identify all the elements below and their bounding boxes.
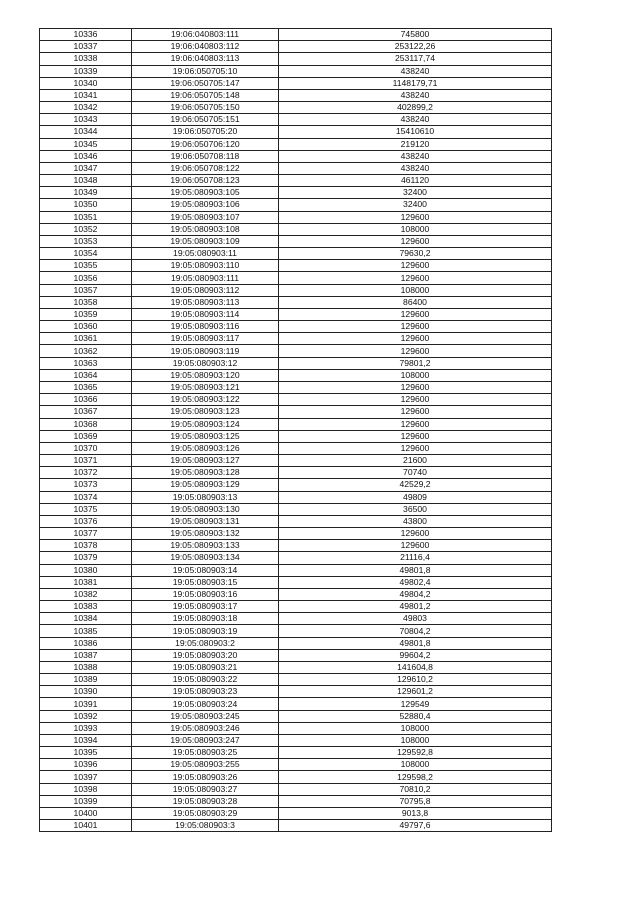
table-row: [40, 686, 552, 698]
value-cell: 70804,2: [279, 625, 552, 637]
row-number-cell: 10401: [40, 820, 132, 832]
value-cell: 49803: [279, 613, 552, 625]
row-number-cell: 10398: [40, 783, 132, 795]
row-number-cell: 10363: [40, 357, 132, 369]
value-cell: 129600: [279, 260, 552, 272]
table-row: [40, 284, 552, 296]
cadastral-number-cell: 19:05:080903:124: [132, 418, 279, 430]
row-number-cell: 10378: [40, 540, 132, 552]
table-row: [40, 491, 552, 503]
value-cell: 438240: [279, 65, 552, 77]
cadastral-number-cell: 19:06:050705:148: [132, 89, 279, 101]
cadastral-number-cell: 19:05:080903:12: [132, 357, 279, 369]
row-number-cell: 10358: [40, 296, 132, 308]
cadastral-number-cell: 19:05:080903:132: [132, 528, 279, 540]
table-row: [40, 394, 552, 406]
table-row: [40, 126, 552, 138]
row-number-cell: 10346: [40, 150, 132, 162]
cadastral-number-cell: 19:05:080903:14: [132, 564, 279, 576]
row-number-cell: 10392: [40, 710, 132, 722]
cadastral-number-cell: 19:05:080903:120: [132, 369, 279, 381]
cadastral-number-cell: 19:05:080903:23: [132, 686, 279, 698]
table-row: [40, 808, 552, 820]
row-number-cell: 10400: [40, 808, 132, 820]
table-row: [40, 138, 552, 150]
cadastral-number-cell: 19:05:080903:131: [132, 515, 279, 527]
cadastral-number-cell: 19:06:040803:112: [132, 41, 279, 53]
row-number-cell: 10395: [40, 747, 132, 759]
cadastral-number-cell: 19:05:080903:127: [132, 455, 279, 467]
value-cell: 402899,2: [279, 102, 552, 114]
value-cell: 49809: [279, 491, 552, 503]
value-cell: 129601,2: [279, 686, 552, 698]
table-row: [40, 260, 552, 272]
value-cell: 1148179,71: [279, 77, 552, 89]
cadastral-number-cell: 19:05:080903:117: [132, 333, 279, 345]
cadastral-number-cell: 19:06:040803:113: [132, 53, 279, 65]
table-row: [40, 564, 552, 576]
table-row: [40, 333, 552, 345]
row-number-cell: 10349: [40, 187, 132, 199]
row-number-cell: 10350: [40, 199, 132, 211]
table-row: [40, 272, 552, 284]
cadastral-number-cell: 19:05:080903:246: [132, 722, 279, 734]
table-row: [40, 576, 552, 588]
value-cell: 79630,2: [279, 248, 552, 260]
row-number-cell: 10369: [40, 430, 132, 442]
cadastral-number-cell: 19:05:080903:17: [132, 601, 279, 613]
row-number-cell: 10394: [40, 734, 132, 746]
cadastral-number-cell: 19:05:080903:114: [132, 308, 279, 320]
cadastral-number-cell: 19:05:080903:20: [132, 649, 279, 661]
row-number-cell: 10345: [40, 138, 132, 150]
value-cell: 108000: [279, 759, 552, 771]
row-number-cell: 10385: [40, 625, 132, 637]
cadastral-value-table: [39, 28, 552, 832]
row-number-cell: 10366: [40, 394, 132, 406]
row-number-cell: 10390: [40, 686, 132, 698]
cadastral-number-cell: 19:05:080903:245: [132, 710, 279, 722]
row-number-cell: 10347: [40, 162, 132, 174]
row-number-cell: 10357: [40, 284, 132, 296]
cadastral-number-cell: 19:06:040803:111: [132, 29, 279, 41]
value-cell: 9013,8: [279, 808, 552, 820]
table-row: [40, 187, 552, 199]
cadastral-number-cell: 19:05:080903:25: [132, 747, 279, 759]
table-row: [40, 89, 552, 101]
cadastral-number-cell: 19:05:080903:18: [132, 613, 279, 625]
row-number-cell: 10361: [40, 333, 132, 345]
cadastral-number-cell: 19:05:080903:110: [132, 260, 279, 272]
cadastral-number-cell: 19:05:080903:3: [132, 820, 279, 832]
cadastral-number-cell: 19:06:050705:151: [132, 114, 279, 126]
table-row: [40, 369, 552, 381]
cadastral-number-cell: 19:05:080903:129: [132, 479, 279, 491]
cadastral-number-cell: 19:05:080903:119: [132, 345, 279, 357]
row-number-cell: 10337: [40, 41, 132, 53]
row-number-cell: 10344: [40, 126, 132, 138]
value-cell: 49801,8: [279, 637, 552, 649]
table-row: [40, 102, 552, 114]
row-number-cell: 10351: [40, 211, 132, 223]
row-number-cell: 10388: [40, 661, 132, 673]
value-cell: 21116,4: [279, 552, 552, 564]
value-cell: 108000: [279, 223, 552, 235]
value-cell: 438240: [279, 150, 552, 162]
value-cell: 108000: [279, 722, 552, 734]
table-row: [40, 162, 552, 174]
row-number-cell: 10336: [40, 29, 132, 41]
value-cell: 32400: [279, 199, 552, 211]
table-row: [40, 710, 552, 722]
table-row: [40, 418, 552, 430]
row-number-cell: 10368: [40, 418, 132, 430]
value-cell: 129549: [279, 698, 552, 710]
cadastral-number-cell: 19:05:080903:133: [132, 540, 279, 552]
value-cell: 32400: [279, 187, 552, 199]
cadastral-number-cell: 19:06:050708:118: [132, 150, 279, 162]
value-cell: 108000: [279, 734, 552, 746]
value-cell: 21600: [279, 455, 552, 467]
row-number-cell: 10379: [40, 552, 132, 564]
cadastral-number-cell: 19:05:080903:255: [132, 759, 279, 771]
row-number-cell: 10382: [40, 588, 132, 600]
table-row: [40, 625, 552, 637]
cadastral-number-cell: 19:05:080903:121: [132, 381, 279, 393]
cadastral-number-cell: 19:05:080903:11: [132, 248, 279, 260]
cadastral-number-cell: 19:05:080903:109: [132, 235, 279, 247]
row-number-cell: 10391: [40, 698, 132, 710]
value-cell: 438240: [279, 114, 552, 126]
value-cell: 79801,2: [279, 357, 552, 369]
row-number-cell: 10362: [40, 345, 132, 357]
table-row: [40, 661, 552, 673]
table-row: [40, 150, 552, 162]
row-number-cell: 10354: [40, 248, 132, 260]
row-number-cell: 10374: [40, 491, 132, 503]
value-cell: 70795,8: [279, 795, 552, 807]
cadastral-number-cell: 19:05:080903:134: [132, 552, 279, 564]
cadastral-number-cell: 19:05:080903:27: [132, 783, 279, 795]
cadastral-number-cell: 19:06:050705:150: [132, 102, 279, 114]
row-number-cell: 10348: [40, 175, 132, 187]
cadastral-number-cell: 19:05:080903:247: [132, 734, 279, 746]
value-cell: 52880,4: [279, 710, 552, 722]
value-cell: 129600: [279, 211, 552, 223]
value-cell: 129600: [279, 394, 552, 406]
cadastral-number-cell: 19:06:050708:123: [132, 175, 279, 187]
value-cell: 129600: [279, 540, 552, 552]
table-row: [40, 795, 552, 807]
row-number-cell: 10342: [40, 102, 132, 114]
row-number-cell: 10383: [40, 601, 132, 613]
value-cell: 49804,2: [279, 588, 552, 600]
value-cell: 219120: [279, 138, 552, 150]
value-cell: 438240: [279, 162, 552, 174]
row-number-cell: 10380: [40, 564, 132, 576]
table-row: [40, 53, 552, 65]
value-cell: 49801,8: [279, 564, 552, 576]
value-cell: 461120: [279, 175, 552, 187]
value-cell: 49797,6: [279, 820, 552, 832]
table-row: [40, 613, 552, 625]
value-cell: 86400: [279, 296, 552, 308]
value-cell: 43800: [279, 515, 552, 527]
value-cell: 129600: [279, 418, 552, 430]
table-row: [40, 637, 552, 649]
table-row: [40, 528, 552, 540]
value-cell: 129598,2: [279, 771, 552, 783]
table-row: [40, 41, 552, 53]
row-number-cell: 10352: [40, 223, 132, 235]
row-number-cell: 10341: [40, 89, 132, 101]
value-cell: 129600: [279, 321, 552, 333]
cadastral-number-cell: 19:05:080903:112: [132, 284, 279, 296]
value-cell: 129600: [279, 381, 552, 393]
table-row: [40, 515, 552, 527]
cadastral-number-cell: 19:05:080903:123: [132, 406, 279, 418]
table-row: [40, 357, 552, 369]
row-number-cell: 10381: [40, 576, 132, 588]
table-row: [40, 734, 552, 746]
value-cell: 108000: [279, 284, 552, 296]
row-number-cell: 10387: [40, 649, 132, 661]
value-cell: 49802,4: [279, 576, 552, 588]
table-row: [40, 601, 552, 613]
cadastral-number-cell: 19:05:080903:29: [132, 808, 279, 820]
value-cell: 36500: [279, 503, 552, 515]
table-row: [40, 698, 552, 710]
value-cell: 129592,8: [279, 747, 552, 759]
table-row: [40, 211, 552, 223]
row-number-cell: 10373: [40, 479, 132, 491]
row-number-cell: 10340: [40, 77, 132, 89]
row-number-cell: 10397: [40, 771, 132, 783]
table-row: [40, 820, 552, 832]
cadastral-number-cell: 19:06:050705:10: [132, 65, 279, 77]
value-cell: 438240: [279, 89, 552, 101]
cadastral-number-cell: 19:05:080903:125: [132, 430, 279, 442]
table-row: [40, 455, 552, 467]
table-row: [40, 29, 552, 41]
value-cell: 129600: [279, 430, 552, 442]
value-cell: 129600: [279, 406, 552, 418]
cadastral-number-cell: 19:05:080903:21: [132, 661, 279, 673]
value-cell: 70810,2: [279, 783, 552, 795]
table-row: [40, 381, 552, 393]
row-number-cell: 10370: [40, 442, 132, 454]
table-row: [40, 406, 552, 418]
row-number-cell: 10339: [40, 65, 132, 77]
cadastral-number-cell: 19:06:050705:147: [132, 77, 279, 89]
table-row: [40, 321, 552, 333]
cadastral-number-cell: 19:05:080903:126: [132, 442, 279, 454]
table-row: [40, 235, 552, 247]
cadastral-number-cell: 19:05:080903:16: [132, 588, 279, 600]
cadastral-number-cell: 19:05:080903:19: [132, 625, 279, 637]
row-number-cell: 10372: [40, 467, 132, 479]
row-number-cell: 10384: [40, 613, 132, 625]
row-number-cell: 10365: [40, 381, 132, 393]
cadastral-number-cell: 19:05:080903:28: [132, 795, 279, 807]
cadastral-number-cell: 19:05:080903:107: [132, 211, 279, 223]
row-number-cell: 10389: [40, 674, 132, 686]
value-cell: 129600: [279, 333, 552, 345]
row-number-cell: 10371: [40, 455, 132, 467]
row-number-cell: 10353: [40, 235, 132, 247]
value-cell: 253122,26: [279, 41, 552, 53]
row-number-cell: 10396: [40, 759, 132, 771]
row-number-cell: 10359: [40, 308, 132, 320]
row-number-cell: 10364: [40, 369, 132, 381]
cadastral-number-cell: 19:05:080903:26: [132, 771, 279, 783]
cadastral-number-cell: 19:05:080903:22: [132, 674, 279, 686]
cadastral-number-cell: 19:05:080903:15: [132, 576, 279, 588]
value-cell: 129600: [279, 442, 552, 454]
value-cell: 99604,2: [279, 649, 552, 661]
row-number-cell: 10360: [40, 321, 132, 333]
value-cell: 70740: [279, 467, 552, 479]
table-row: [40, 199, 552, 211]
row-number-cell: 10338: [40, 53, 132, 65]
table-row: [40, 430, 552, 442]
value-cell: 745800: [279, 29, 552, 41]
cadastral-number-cell: 19:05:080903:128: [132, 467, 279, 479]
value-cell: 15410610: [279, 126, 552, 138]
table-row: [40, 759, 552, 771]
table-row: [40, 588, 552, 600]
row-number-cell: 10356: [40, 272, 132, 284]
cadastral-number-cell: 19:05:080903:24: [132, 698, 279, 710]
table-row: [40, 248, 552, 260]
row-number-cell: 10399: [40, 795, 132, 807]
table-body: [40, 29, 552, 832]
row-number-cell: 10375: [40, 503, 132, 515]
cadastral-number-cell: 19:05:080903:105: [132, 187, 279, 199]
cadastral-number-cell: 19:05:080903:111: [132, 272, 279, 284]
table-row: [40, 308, 552, 320]
cadastral-number-cell: 19:05:080903:130: [132, 503, 279, 515]
row-number-cell: 10386: [40, 637, 132, 649]
row-number-cell: 10377: [40, 528, 132, 540]
value-cell: 141604,8: [279, 661, 552, 673]
table-row: [40, 552, 552, 564]
table-row: [40, 540, 552, 552]
cadastral-number-cell: 19:06:050705:20: [132, 126, 279, 138]
table-row: [40, 479, 552, 491]
value-cell: 42529,2: [279, 479, 552, 491]
table-row: [40, 722, 552, 734]
table-row: [40, 345, 552, 357]
cadastral-number-cell: 19:06:050708:122: [132, 162, 279, 174]
cadastral-number-cell: 19:05:080903:116: [132, 321, 279, 333]
value-cell: 129600: [279, 308, 552, 320]
table-row: [40, 77, 552, 89]
table-row: [40, 503, 552, 515]
row-number-cell: 10343: [40, 114, 132, 126]
cadastral-number-cell: 19:05:080903:2: [132, 637, 279, 649]
table-row: [40, 223, 552, 235]
row-number-cell: 10376: [40, 515, 132, 527]
table-row: [40, 467, 552, 479]
table-row: [40, 114, 552, 126]
table-row: [40, 296, 552, 308]
cadastral-number-cell: 19:05:080903:106: [132, 199, 279, 211]
cadastral-number-cell: 19:05:080903:108: [132, 223, 279, 235]
value-cell: 129600: [279, 528, 552, 540]
value-cell: 129600: [279, 272, 552, 284]
row-number-cell: 10367: [40, 406, 132, 418]
value-cell: 129600: [279, 345, 552, 357]
table-row: [40, 747, 552, 759]
table-row: [40, 783, 552, 795]
table-row: [40, 175, 552, 187]
value-cell: 253117,74: [279, 53, 552, 65]
table-row: [40, 674, 552, 686]
value-cell: 129600: [279, 235, 552, 247]
table-row: [40, 771, 552, 783]
row-number-cell: 10393: [40, 722, 132, 734]
table-row: [40, 65, 552, 77]
value-cell: 49801,2: [279, 601, 552, 613]
row-number-cell: 10355: [40, 260, 132, 272]
value-cell: 129610,2: [279, 674, 552, 686]
cadastral-number-cell: 19:06:050706:120: [132, 138, 279, 150]
cadastral-number-cell: 19:05:080903:13: [132, 491, 279, 503]
table-row: [40, 442, 552, 454]
cadastral-number-cell: 19:05:080903:113: [132, 296, 279, 308]
value-cell: 108000: [279, 369, 552, 381]
cadastral-number-cell: 19:05:080903:122: [132, 394, 279, 406]
table-row: [40, 649, 552, 661]
